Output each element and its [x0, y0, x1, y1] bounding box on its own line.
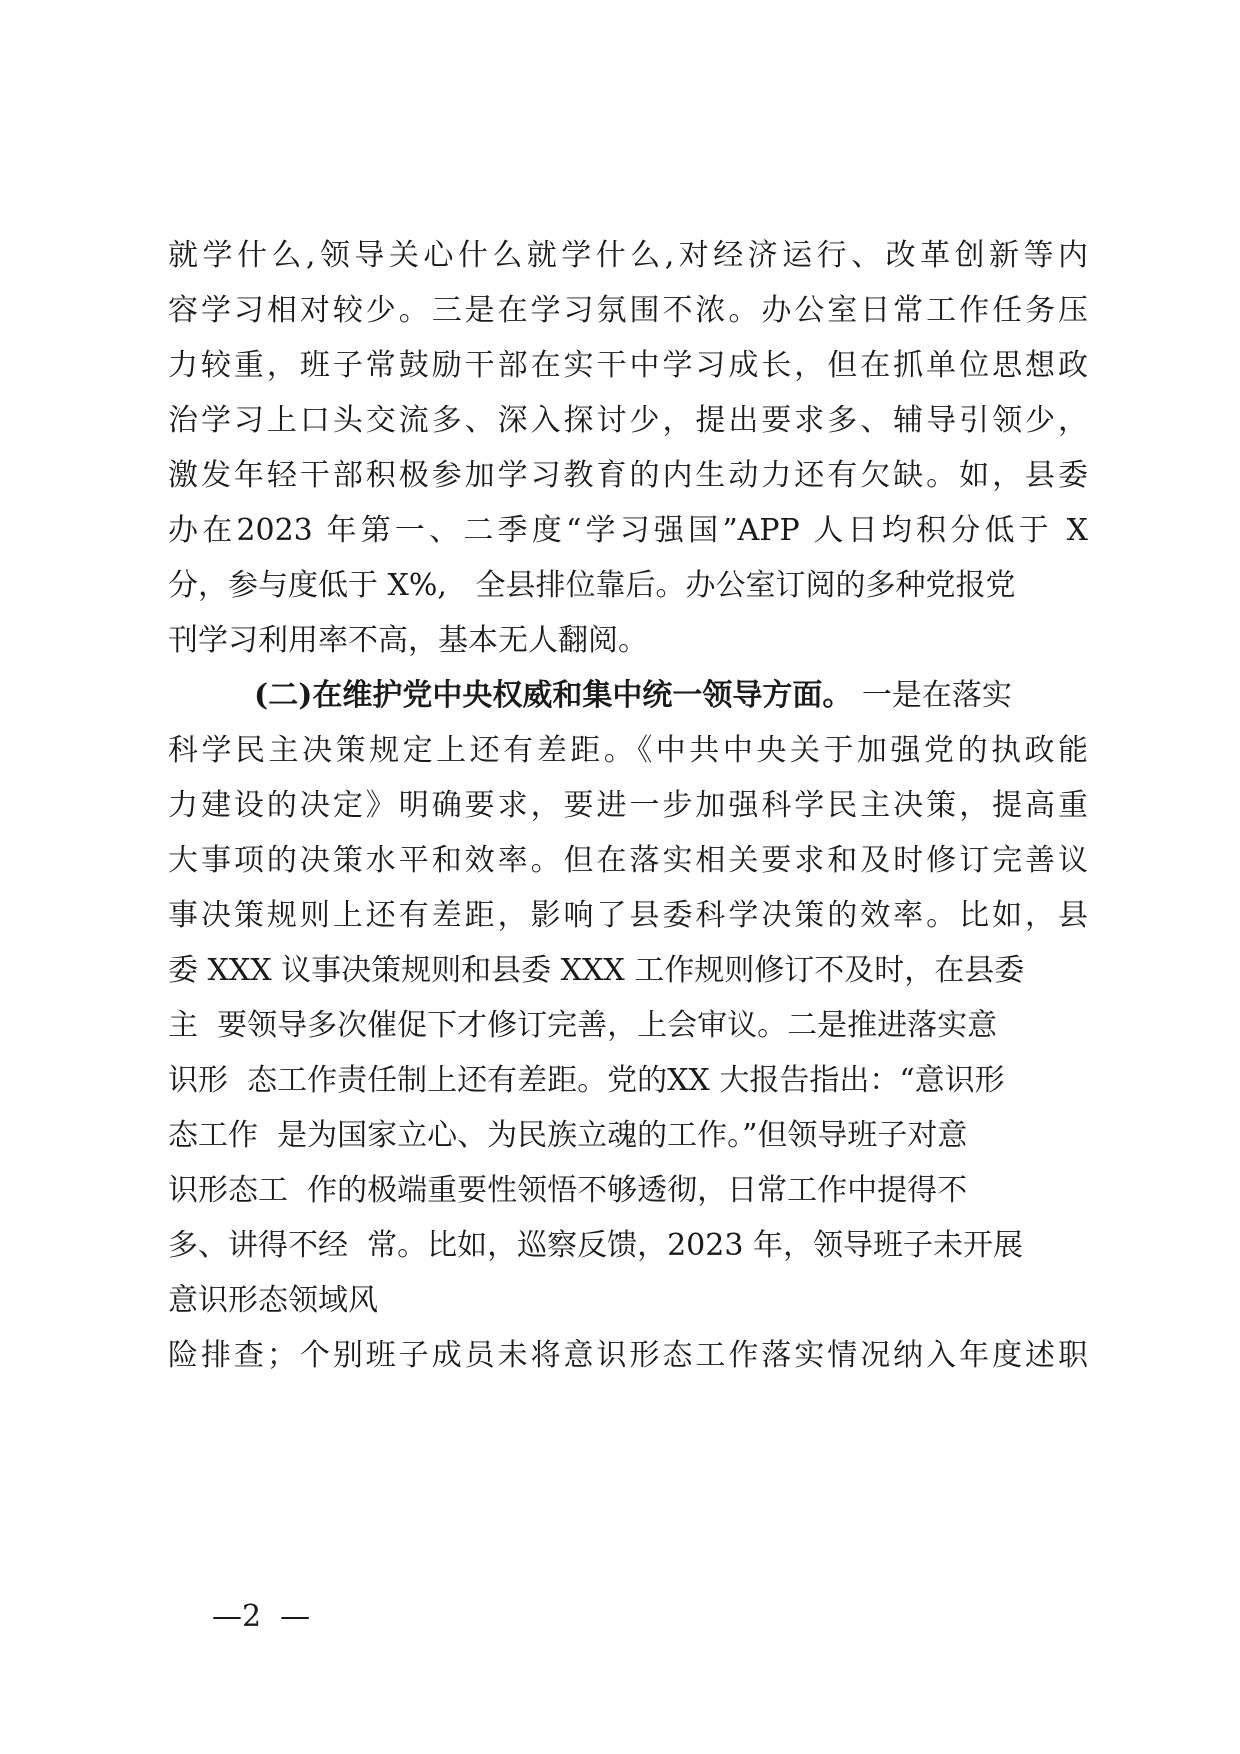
text-line: 态工作 是为国家立心、为民族立魂的工作。”但领导班子对意 — [168, 1118, 968, 1153]
text-line: 治学习上口头交流多、深入探讨少，提出要求多、辅导引领少， — [168, 403, 1088, 438]
text-line: 力建设的决定》明确要求，要进一步加强科学民主决策，提高重 — [168, 788, 1088, 823]
body-text — [168, 228, 1088, 1383]
section-heading-line — [168, 668, 1088, 723]
text-line: 科学民主决策规定上还有差距。《中共中央关于加强党的执政能 — [168, 733, 1088, 768]
text-line: 激发年轻干部积极参加学习教育的内生动力还有欠缺。如，县委 — [168, 458, 1088, 493]
text-line: 事决策规则上还有差距，影响了县委科学决策的效率。比如，县 — [168, 898, 1088, 933]
page-number: —2 — — [212, 1599, 311, 1634]
text-line: 险排查；个别班子成员未将意识形态工作落实情况纳入年度述职 — [168, 1338, 1088, 1373]
text-line: 容学习相对较少。三是在学习氛围不浓。办公室日常工作任务压 — [168, 293, 1088, 328]
text-line: 办在2023 年第一、二季度“学习强国”APP 人日均积分低于 X — [168, 513, 1088, 548]
text-line: 大事项的决策水平和效率。但在落实相关要求和及时修订完善议 — [168, 843, 1088, 878]
section-heading: (二)在维护党中央权威和集中统一领导方面。 — [254, 678, 853, 713]
text-line: 识形 态工作责任制上还有差距。党的XX 大报告指出：“意识形 — [168, 1063, 1005, 1098]
text-line: 主 要领导多次催促下才修订完善，上会审议。二是推进落实意 — [168, 1008, 998, 1043]
text-line: 分，参与度低于 X%, 全县排位靠后。办公室订阅的多种党报党 — [168, 568, 1016, 603]
text-line: 委 XXX 议事决策规则和县委 XXX 工作规则修订不及时，在县委 — [168, 953, 1025, 988]
text-line: 多、讲得不经 常。比如，巡察反馈，2023 年，领导班子未开展 — [168, 1228, 1023, 1263]
section-heading-rest: 一是在落实 — [852, 678, 1012, 713]
text-line: 意识形态领域风 — [168, 1283, 378, 1318]
text-line: 力较重，班子常鼓励干部在实干中学习成长，但在抓单位思想政 — [168, 348, 1088, 383]
text-line: 刊学习利用率不高，基本无人翻阅。 — [168, 623, 648, 658]
text-line: 就学什么,领导关心什么就学什么,对经济运行、改革创新等内 — [168, 238, 1088, 273]
text-line: 识形态工 作的极端重要性领悟不够透彻，日常工作中提得不 — [168, 1173, 968, 1208]
